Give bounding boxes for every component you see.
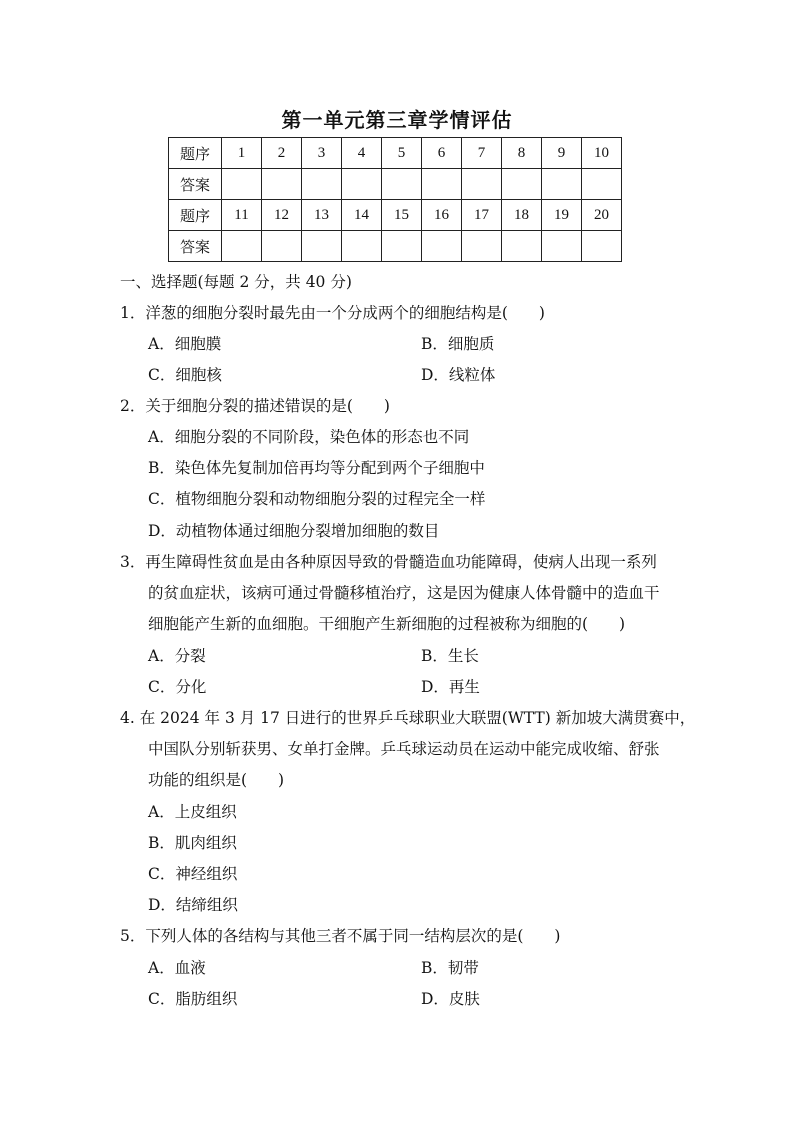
option-d[interactable]: D．线粒体	[421, 366, 496, 384]
question-number: 18	[502, 200, 542, 231]
question-stem: 功能的组织是( )	[148, 771, 285, 789]
question-number: 4	[342, 138, 382, 169]
question-number: 10	[582, 138, 622, 169]
question-number: 15	[382, 200, 422, 231]
question-number: 9	[542, 138, 582, 169]
question-stem: 2．关于细胞分裂的描述错误的是( )	[120, 397, 390, 415]
question-number: 8	[502, 138, 542, 169]
answer-cell[interactable]	[502, 231, 542, 262]
answer-cell[interactable]	[382, 169, 422, 200]
option-a[interactable]: A．上皮组织	[148, 803, 237, 821]
answer-cell[interactable]	[542, 231, 582, 262]
question-number: 1	[222, 138, 262, 169]
table-row	[169, 231, 622, 262]
question-number: 11	[222, 200, 262, 231]
question-stem: 1．洋葱的细胞分裂时最先由一个分成两个的细胞结构是( )	[120, 304, 545, 322]
section-heading: 一、选择题(每题 2 分，共 40 分)	[120, 273, 352, 291]
row-header-answer: 答案	[169, 169, 222, 200]
question-number: 5	[382, 138, 422, 169]
answer-cell[interactable]	[542, 169, 582, 200]
answer-cell[interactable]	[342, 169, 382, 200]
option-b[interactable]: B．细胞质	[421, 335, 495, 353]
row-header-order: 题序	[169, 138, 222, 169]
page-title: 第一单元第三章学情评估	[281, 108, 513, 132]
question-stem: 的贫血症状，该病可通过骨髓移植治疗，这是因为健康人体骨髓中的造血干	[148, 584, 660, 602]
question-number: 12	[262, 200, 302, 231]
answer-cell[interactable]	[502, 169, 542, 200]
option-c[interactable]: C．分化	[148, 678, 207, 696]
answer-cell[interactable]	[262, 231, 302, 262]
question-number: 7	[462, 138, 502, 169]
answer-cell[interactable]	[222, 169, 262, 200]
option-a[interactable]: A．细胞膜	[148, 335, 222, 353]
question-stem: 中国队分别斩获男、女单打金牌。乒乓球运动员在运动中能完成收缩、舒张	[148, 740, 660, 758]
answer-cell[interactable]	[582, 169, 622, 200]
row-header-answer: 答案	[169, 231, 222, 262]
question-number: 13	[302, 200, 342, 231]
option-d[interactable]: D．结缔组织	[148, 896, 238, 914]
table-row	[169, 138, 622, 169]
option-b[interactable]: B．肌肉组织	[148, 834, 237, 852]
answer-cell[interactable]	[422, 231, 462, 262]
row-header-order: 题序	[169, 200, 222, 231]
option-c[interactable]: C．植物细胞分裂和动物细胞分裂的过程完全一样	[148, 490, 486, 508]
answer-cell[interactable]	[582, 231, 622, 262]
option-b[interactable]: B．韧带	[421, 959, 479, 977]
answer-cell[interactable]	[422, 169, 462, 200]
option-c[interactable]: C．脂肪组织	[148, 990, 238, 1008]
option-d[interactable]: D．动植物体通过细胞分裂增加细胞的数目	[148, 522, 440, 540]
option-c[interactable]: C．细胞核	[148, 366, 222, 384]
answer-cell[interactable]	[302, 169, 342, 200]
answer-cell[interactable]	[462, 169, 502, 200]
answer-cell[interactable]	[462, 231, 502, 262]
question-number: 3	[302, 138, 342, 169]
answer-table	[168, 137, 622, 262]
question-number: 14	[342, 200, 382, 231]
option-d[interactable]: D．再生	[421, 678, 480, 696]
question-stem: 4. 在 2024 年 3 月 17 日进行的世界乒乓球职业大联盟(WTT) 新加坡大满贯赛中，	[120, 709, 696, 727]
option-c[interactable]: C．神经组织	[148, 865, 238, 883]
question-number: 2	[262, 138, 302, 169]
question-number: 19	[542, 200, 582, 231]
answer-cell[interactable]	[382, 231, 422, 262]
question-number: 6	[422, 138, 462, 169]
table-row	[169, 200, 622, 231]
answer-cell[interactable]	[302, 231, 342, 262]
question-number: 20	[582, 200, 622, 231]
table-row	[169, 169, 622, 200]
question-stem: 5．下列人体的各结构与其他三者不属于同一结构层次的是( )	[120, 927, 561, 945]
question-stem: 细胞能产生新的血细胞。干细胞产生新细胞的过程被称为细胞的( )	[148, 615, 626, 633]
option-a[interactable]: A．血液	[148, 959, 206, 977]
question-number: 17	[462, 200, 502, 231]
option-b[interactable]: B．生长	[421, 647, 479, 665]
question-number: 16	[422, 200, 462, 231]
option-a[interactable]: A．分裂	[148, 647, 206, 665]
answer-cell[interactable]	[262, 169, 302, 200]
option-b[interactable]: B．染色体先复制加倍再均等分配到两个子细胞中	[148, 459, 485, 477]
answer-cell[interactable]	[222, 231, 262, 262]
question-stem: 3．再生障碍性贫血是由各种原因导致的骨髓造血功能障碍，使病人出现一系列	[120, 553, 657, 571]
option-a[interactable]: A．细胞分裂的不同阶段，染色体的形态也不同	[148, 428, 470, 446]
option-d[interactable]: D．皮肤	[421, 990, 480, 1008]
answer-cell[interactable]	[342, 231, 382, 262]
